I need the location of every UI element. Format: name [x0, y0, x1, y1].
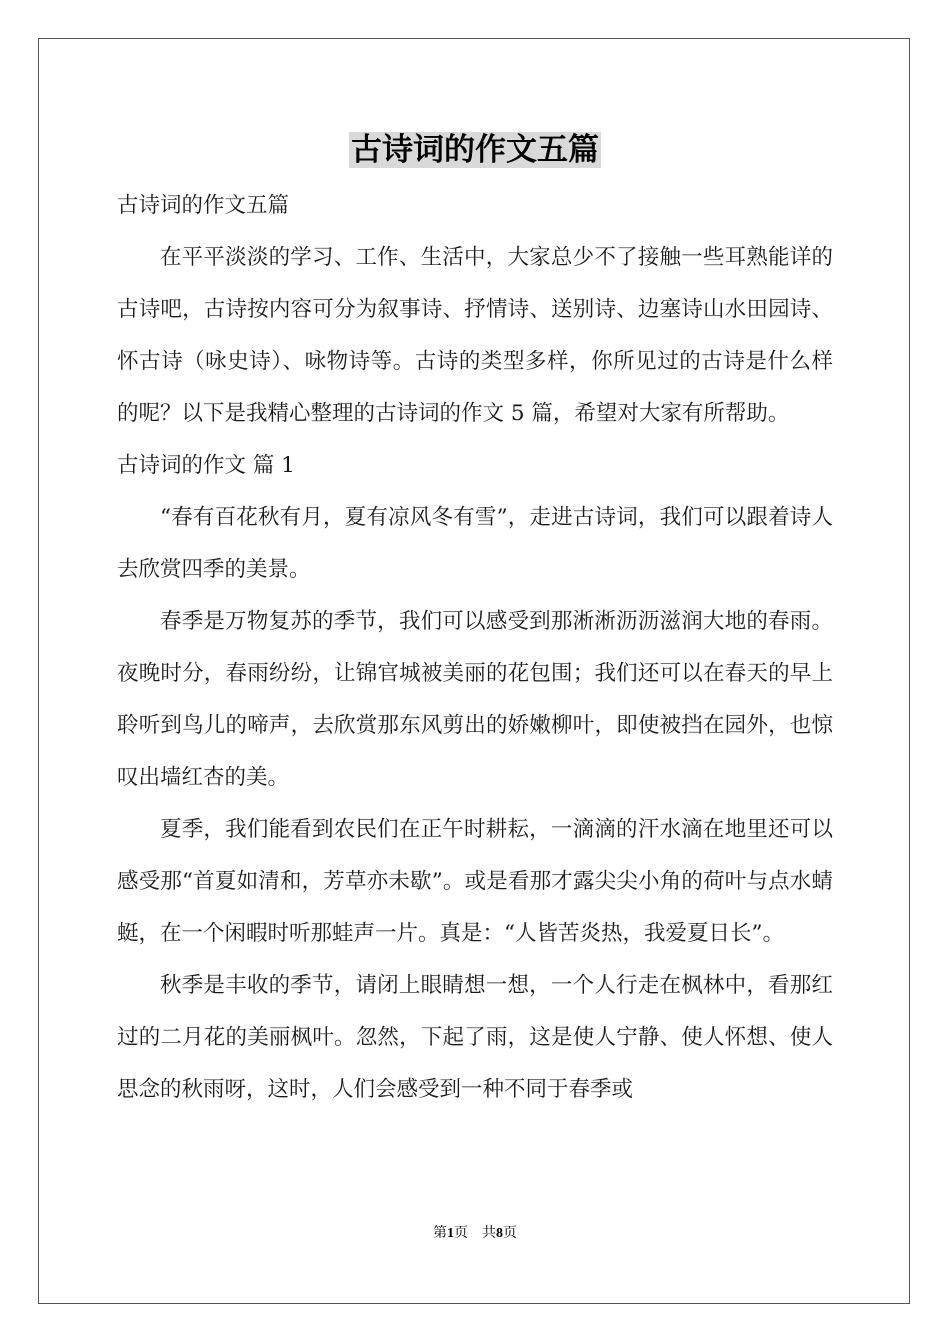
- document-body: [117, 180, 833, 1116]
- paragraph: 春季是万物复苏的季节，我们可以感受到那淅淅沥沥滋润大地的春雨。夜晚时分，春雨纷纷，让锦官城被美丽的花包围；我们还可以在春天的早上聆听到鸟儿的啼声，去欣赏那东风剪出的娇嫩柳叶，即使被挡在园外，也惊叹出墙红杏的美。: [117, 609, 833, 790]
- paragraph: 夏季，我们能看到农民们在正午时耕耘，一滴滴的汗水滴在地里还可以感受那“首夏如清和，芳草亦未歇”。或是看那才露尖尖小角的荷叶与点水蜻蜓，在一个闲暇时听那蛙声一片。真是：“人皆苦炎热，我爱夏日长”。: [117, 817, 833, 946]
- paragraph-subtitle: 古诗词的作文五篇: [117, 193, 290, 218]
- document-title: [0, 128, 950, 172]
- paragraph-intro: 在平平淡淡的学习、工作、生活中，大家总少不了接触一些耳熟能详的古诗吧，古诗按内容可分为叙事诗、抒情诗、送别诗、边塞诗山水田园诗、怀古诗（咏史诗）、咏物诗等。古诗的类型多样，你所见过的古诗是什么样的呢？以下是我精心整理的古诗词的作文 5 篇，希望对大家有所帮助。: [117, 245, 833, 426]
- paragraph: “春有百花秋有月，夏有凉风冬有雪”，走进古诗词，我们可以跟着诗人去欣赏四季的美景。: [117, 505, 833, 582]
- page-footer: [0, 1222, 950, 1242]
- section-heading: 古诗词的作文 篇 1: [117, 453, 295, 478]
- paragraph: 秋季是丰收的季节，请闭上眼睛想一想，一个人行走在枫林中，看那红过的二月花的美丽枫叶。忽然，下起了雨，这是使人宁静、使人怀想、使人思念的秋雨呀，这时，人们会感受到一种不同于春季或: [117, 973, 833, 1102]
- document-title-text: 古诗词的作文五篇: [351, 132, 599, 168]
- total-prefix: 共: [482, 1226, 496, 1241]
- total-pages: 8: [496, 1226, 503, 1241]
- page-suffix: 页: [454, 1226, 468, 1241]
- page-number: 1: [447, 1226, 454, 1241]
- page-prefix: 第: [433, 1226, 447, 1241]
- total-suffix: 页: [503, 1226, 517, 1241]
